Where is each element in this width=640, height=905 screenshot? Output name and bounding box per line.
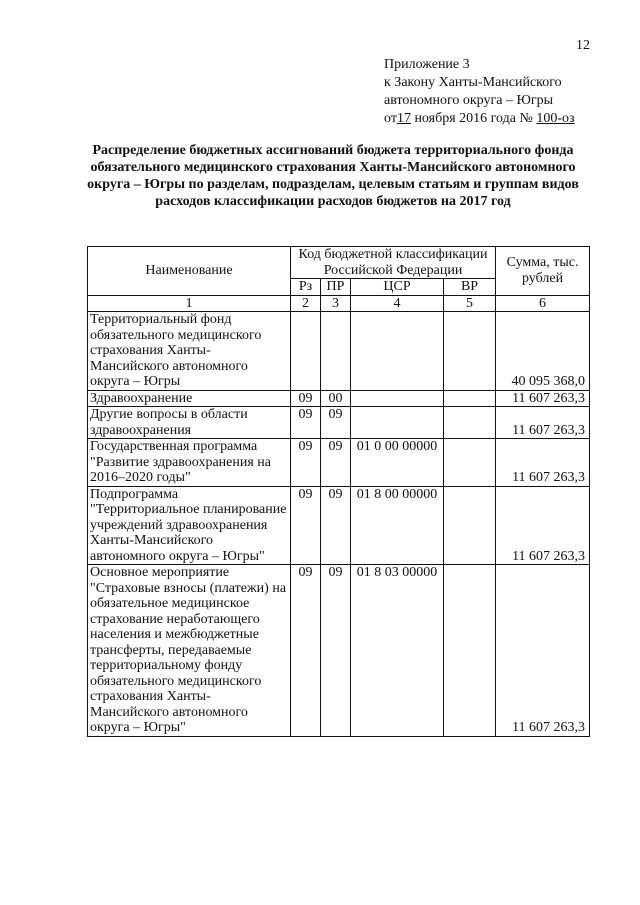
subheader-vr: ВР bbox=[444, 279, 496, 296]
appendix-line-2: к Закону Ханты-Мансийского bbox=[384, 75, 562, 90]
row-pr: 00 bbox=[321, 390, 351, 407]
row-vr bbox=[444, 565, 496, 737]
row-vr bbox=[444, 486, 496, 565]
row-name: Государственная программа "Развитие здравоохранения на 2016–2020 годы" bbox=[88, 439, 291, 487]
row-vr bbox=[444, 439, 496, 487]
row-name: Здравоохранение bbox=[88, 390, 291, 407]
law-number: 100-оз bbox=[536, 111, 575, 126]
row-csr: 01 8 03 00000 bbox=[351, 565, 444, 737]
row-csr bbox=[351, 407, 444, 439]
header-code: Код бюджетной классификации Российской Федерации bbox=[291, 247, 496, 279]
column-number-row bbox=[88, 295, 590, 312]
table-row bbox=[88, 312, 590, 391]
row-sum: 11 607 263,3 bbox=[496, 407, 590, 439]
document-title: Распределение бюджетных ассигнований бюджета территориального фонда обязательного медицинского страхования Ханты-Мансийского автономного округа – Югры по разделам, подразделам, целевым статьям и группам видов расходов классификации расходов бюджетов на 2017 год bbox=[87, 143, 579, 209]
row-name: Основное мероприятие "Страховые взносы (платежи) на обязательное медицинское страхование неработающего населения и межбюджетные трансферты, передаваемые территориальному фонду обязательного медицинского страхования Ханты-Мансийского автономного округа – Югры" bbox=[88, 565, 291, 737]
table-header-row bbox=[88, 247, 590, 279]
col-number: 4 bbox=[351, 295, 444, 312]
row-pr: 09 bbox=[321, 486, 351, 565]
row-csr: 01 8 00 00000 bbox=[351, 486, 444, 565]
col-number: 2 bbox=[291, 295, 321, 312]
table-row bbox=[88, 407, 590, 439]
date-prefix: от bbox=[384, 111, 397, 126]
col-number: 5 bbox=[444, 295, 496, 312]
header-name: Наименование bbox=[88, 247, 291, 296]
date-middle: ноября 2016 года № bbox=[410, 111, 537, 126]
subheader-pr: ПР bbox=[321, 279, 351, 296]
subheader-csr: ЦСР bbox=[351, 279, 444, 296]
row-csr: 01 0 00 00000 bbox=[351, 439, 444, 487]
header-sum: Сумма, тыс. рублей bbox=[496, 247, 590, 296]
row-rz bbox=[291, 312, 321, 391]
table-row bbox=[88, 390, 590, 407]
row-pr: 09 bbox=[321, 407, 351, 439]
row-vr bbox=[444, 312, 496, 391]
row-name: Подпрограмма "Территориальное планирование учреждений здравоохранения Ханты-Мансийского автономного округа – Югры" bbox=[88, 486, 291, 565]
row-sum: 11 607 263,3 bbox=[496, 390, 590, 407]
row-vr bbox=[444, 390, 496, 407]
row-sum: 11 607 263,3 bbox=[496, 439, 590, 487]
col-number: 3 bbox=[321, 295, 351, 312]
row-pr: 09 bbox=[321, 565, 351, 737]
row-name: Территориальный фонд обязательного медицинского страхования Ханты-Мансийского автономного округа – Югры bbox=[88, 312, 291, 391]
row-sum: 11 607 263,3 bbox=[496, 486, 590, 565]
row-pr bbox=[321, 312, 351, 391]
row-rz: 09 bbox=[291, 486, 321, 565]
row-csr bbox=[351, 390, 444, 407]
row-csr bbox=[351, 312, 444, 391]
date-day: 17 bbox=[396, 111, 411, 126]
table-row bbox=[88, 565, 590, 737]
row-sum: 40 095 368,0 bbox=[496, 312, 590, 391]
col-number: 6 bbox=[496, 295, 590, 312]
col-number: 1 bbox=[88, 295, 291, 312]
row-rz: 09 bbox=[291, 390, 321, 407]
appendix-line-1: Приложение 3 bbox=[384, 57, 470, 72]
table-row bbox=[88, 486, 590, 565]
page-number: 12 bbox=[576, 38, 590, 53]
row-sum: 11 607 263,3 bbox=[496, 565, 590, 737]
appendix-block bbox=[384, 56, 575, 128]
appendix-date-line bbox=[384, 110, 575, 128]
row-rz: 09 bbox=[291, 565, 321, 737]
subheader-rz: Рз bbox=[291, 279, 321, 296]
appendix-line-3: автономного округа – Югры bbox=[384, 93, 553, 108]
row-rz: 09 bbox=[291, 407, 321, 439]
table-row bbox=[88, 439, 590, 487]
row-vr bbox=[444, 407, 496, 439]
budget-table bbox=[87, 246, 590, 737]
row-pr: 09 bbox=[321, 439, 351, 487]
row-name: Другие вопросы в области здравоохранения bbox=[88, 407, 291, 439]
row-rz: 09 bbox=[291, 439, 321, 487]
